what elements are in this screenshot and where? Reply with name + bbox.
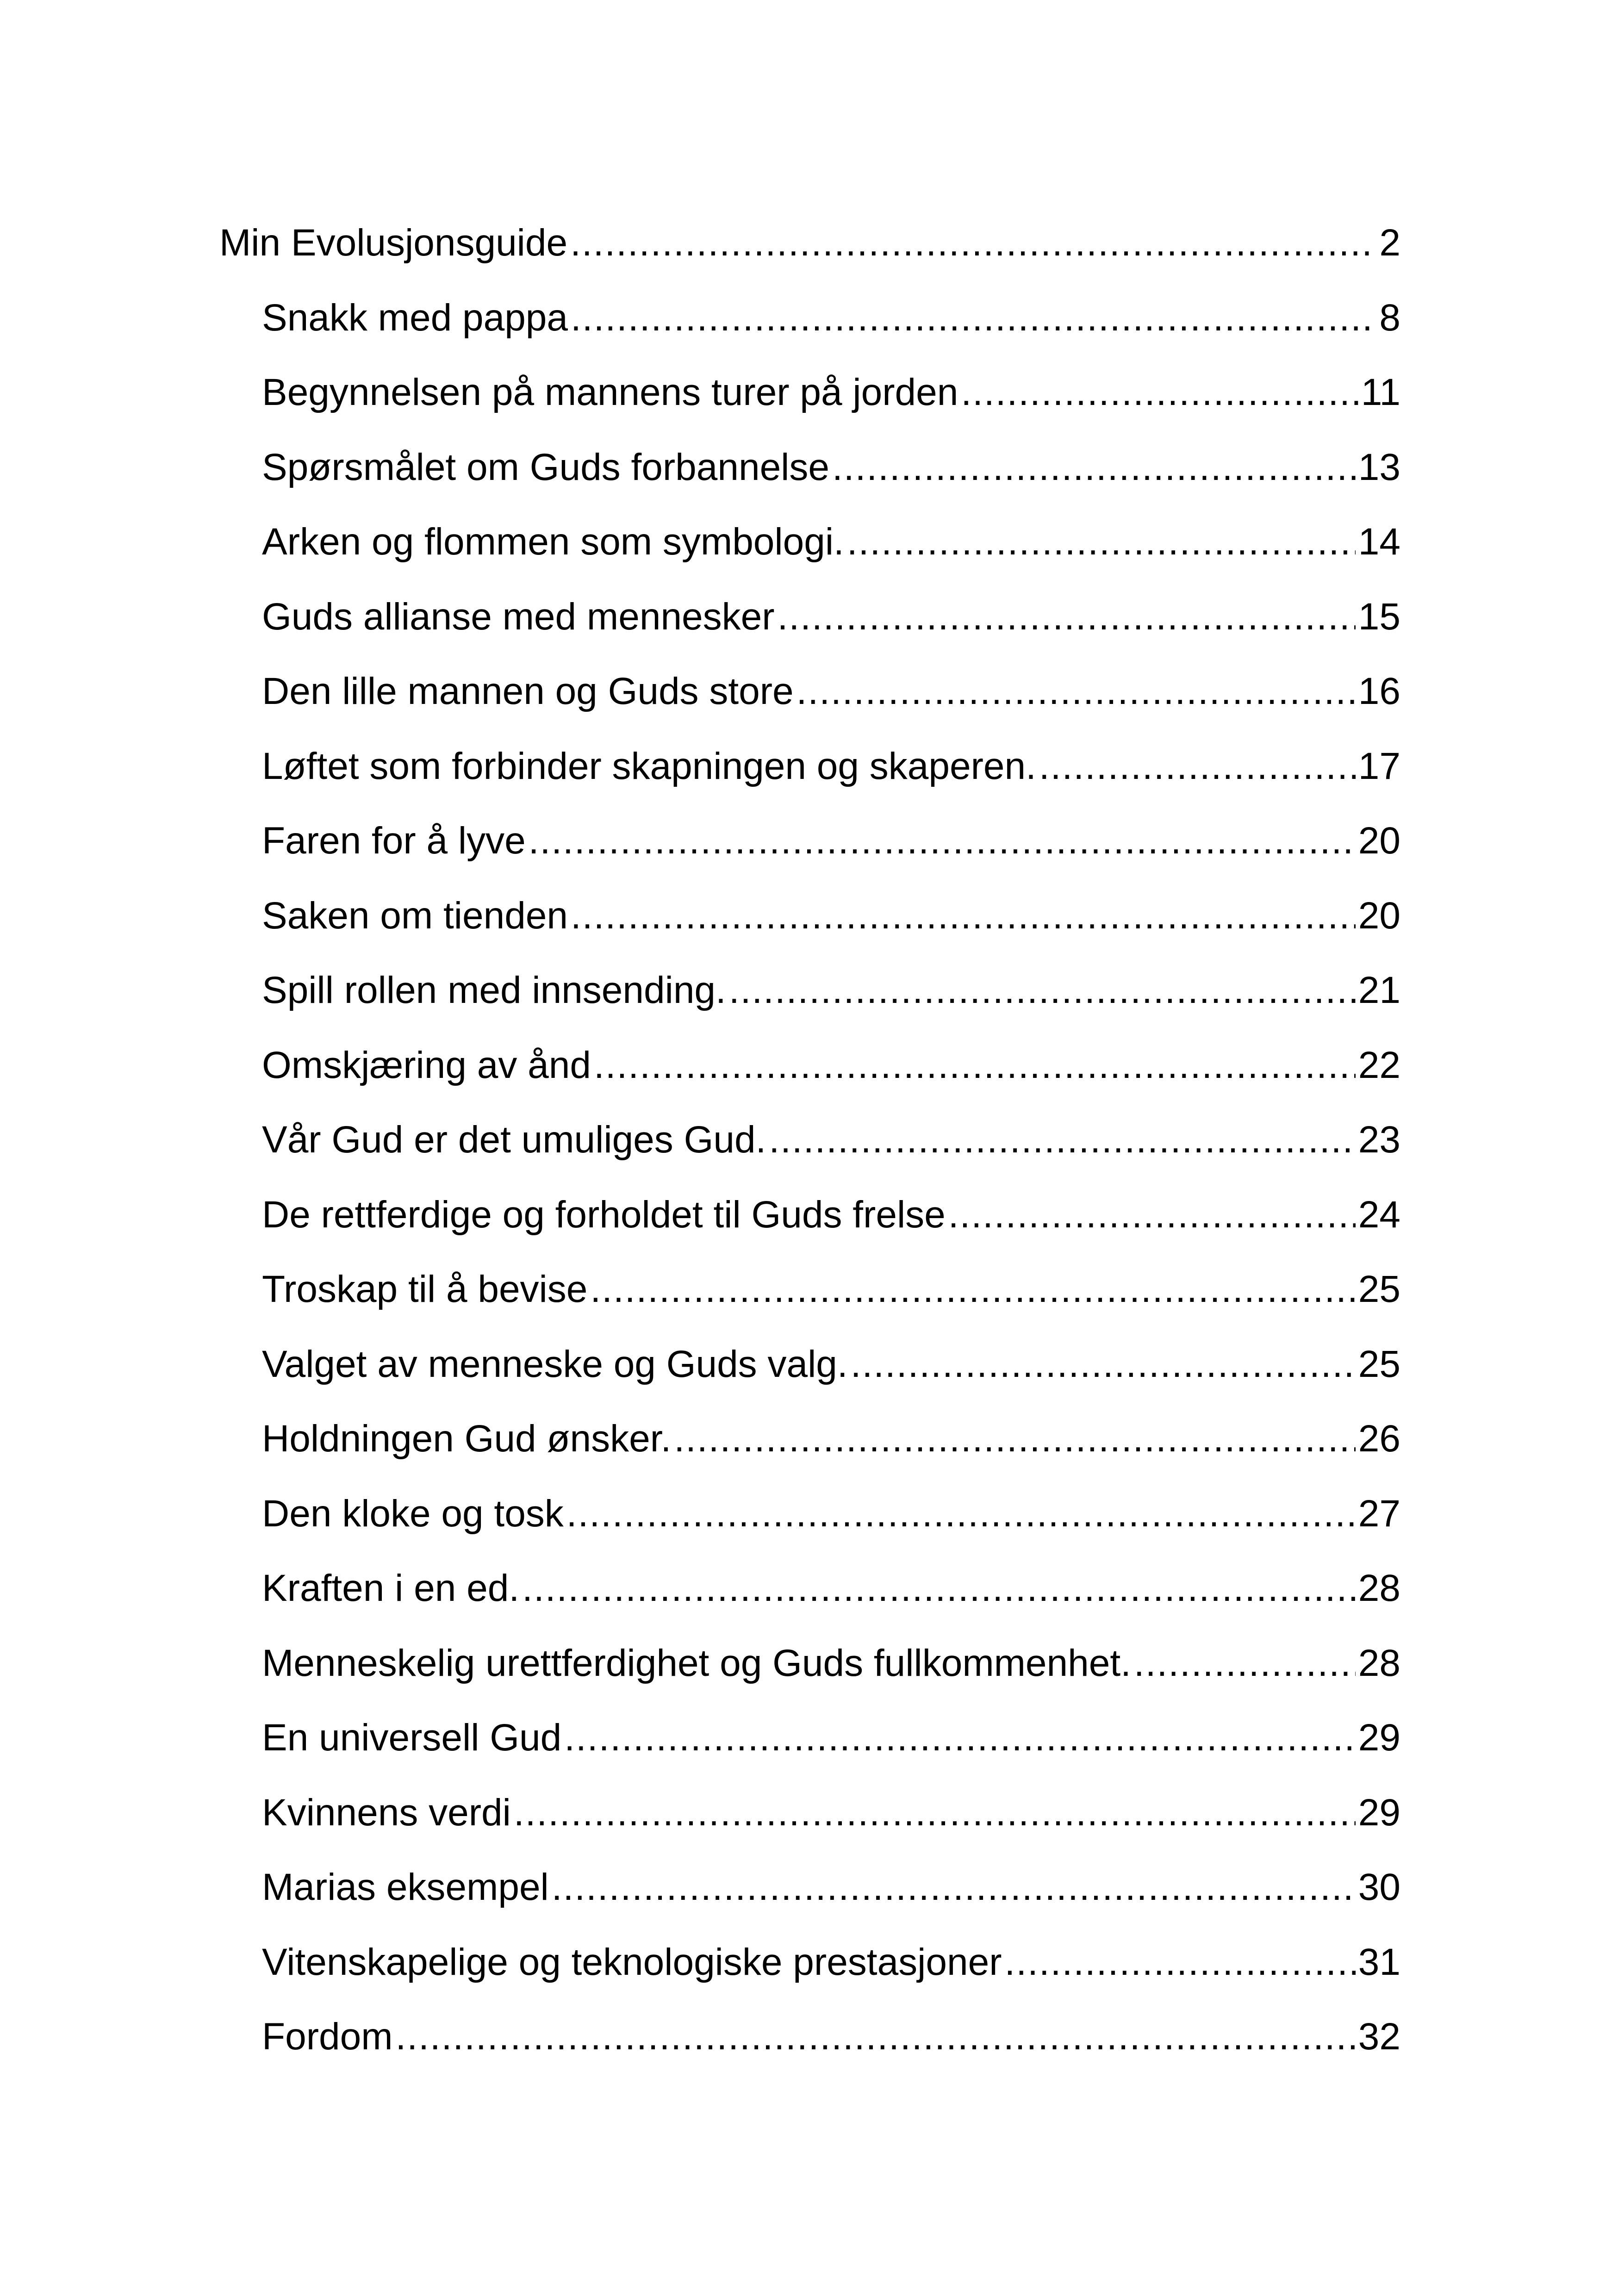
toc-entry[interactable]: [262, 666, 1400, 717]
toc-entry-page-number: 32: [1358, 2016, 1400, 2058]
toc-dot-leader: [594, 1040, 1356, 1091]
toc-entry-title: Troskap til å bevise: [262, 1268, 588, 1310]
toc-dot-leader: [514, 1787, 1356, 1838]
toc-dot-leader: [571, 890, 1356, 941]
toc-dot-leader: [797, 666, 1356, 717]
toc-entry[interactable]: [262, 516, 1400, 567]
toc-entry-title: Vår Gud er det umuliges Gud.: [262, 1119, 766, 1161]
toc-entry-title: Spørsmålet om Guds forbannelse: [262, 446, 829, 488]
toc-entry[interactable]: [262, 2011, 1400, 2062]
toc-entry-title: Snakk med pappa: [262, 297, 568, 339]
toc-entry[interactable]: [262, 965, 1400, 1016]
toc-dot-leader: [552, 1862, 1356, 1913]
toc-dot-leader: [566, 1488, 1356, 1539]
toc-entry[interactable]: [262, 1712, 1400, 1763]
toc-entry-page-number: 28: [1358, 1567, 1400, 1609]
toc-entry-title: Valget av menneske og Guds valg.: [262, 1343, 848, 1385]
toc-dot-leader: [522, 1563, 1356, 1614]
toc-entry-page-number: 29: [1358, 1792, 1400, 1834]
toc-entry-title: Arken og flommen som symbologi.: [262, 521, 844, 563]
toc-entry-title: Omskjæring av ånd: [262, 1044, 591, 1086]
toc-entry-page-number: 26: [1358, 1418, 1400, 1460]
toc-entry[interactable]: [262, 292, 1400, 343]
toc-entry-title: Faren for å lyve: [262, 820, 526, 862]
toc-entry[interactable]: [262, 1787, 1400, 1838]
toc-entry-title: Holdningen Gud ønsker.: [262, 1418, 672, 1460]
toc-entry-page-number: 20: [1358, 895, 1400, 937]
toc-entry-page-number: 30: [1358, 1866, 1400, 1908]
toc-dot-leader: [674, 1413, 1355, 1464]
toc-entry[interactable]: [262, 1638, 1400, 1689]
toc-entry[interactable]: [262, 1040, 1400, 1091]
toc-entry-title: Kraften i en ed.: [262, 1567, 520, 1609]
toc-entry-title: De rettferdige og forholdet til Guds frelse: [262, 1194, 946, 1236]
toc-entry-page-number: 22: [1358, 1044, 1400, 1086]
toc-entry-page-number: 27: [1358, 1493, 1400, 1535]
toc-entry-page-number: 28: [1358, 1642, 1400, 1684]
toc-entry[interactable]: [262, 1189, 1400, 1240]
toc-dot-leader: [564, 1712, 1356, 1763]
toc-entry-title: Løftet som forbinder skapningen og skaperen.: [262, 745, 1036, 787]
toc-entry-title: En universell Gud: [262, 1717, 562, 1759]
toc-entry-page-number: 31: [1358, 1941, 1400, 1983]
toc-entry[interactable]: [262, 1488, 1400, 1539]
toc-entry-title: Marias eksempel: [262, 1866, 549, 1908]
toc-entry[interactable]: [262, 1563, 1400, 1614]
toc-entry-page-number: 25: [1358, 1343, 1400, 1385]
toc-dot-leader: [1005, 1937, 1356, 1988]
toc-entry-page-number: 21: [1358, 969, 1400, 1011]
toc-dot-leader: [570, 218, 1376, 268]
toc-entry-page-number: 15: [1358, 596, 1400, 638]
toc-entry-page-number: 2: [1379, 222, 1400, 264]
toc-entry-page-number: 8: [1379, 297, 1400, 339]
toc-entry-page-number: 23: [1358, 1119, 1400, 1161]
toc-entry[interactable]: [262, 442, 1400, 493]
toc-dot-leader: [851, 1339, 1356, 1390]
toc-entry-title: Kvinnens verdi: [262, 1792, 511, 1834]
toc-dot-leader: [1134, 1638, 1356, 1689]
toc-dot-leader: [1039, 741, 1356, 792]
toc-entry-title: Den lille mannen og Guds store: [262, 670, 794, 712]
toc-entry[interactable]: [262, 591, 1400, 642]
toc-dot-leader: [847, 516, 1356, 567]
toc-dot-leader: [948, 1189, 1356, 1240]
toc-entry[interactable]: [262, 1114, 1400, 1165]
toc-entry[interactable]: [262, 1413, 1400, 1464]
toc-dot-leader: [590, 1264, 1355, 1315]
toc-entry-title: Menneskelig urettferdighet og Guds fullkommenhet.: [262, 1642, 1131, 1684]
toc-entry-page-number: 11: [1361, 371, 1400, 413]
toc-entry[interactable]: [262, 367, 1400, 418]
toc-dot-leader: [529, 815, 1356, 866]
toc-entry[interactable]: [262, 1264, 1400, 1315]
toc-dot-leader: [778, 591, 1356, 642]
toc-entry[interactable]: [262, 1862, 1400, 1913]
toc-entry-page-number: 17: [1358, 745, 1400, 787]
toc-entry-title: Saken om tienden: [262, 895, 568, 937]
toc-entry-title: Spill rollen med innsending.: [262, 969, 726, 1011]
toc-dot-leader: [832, 442, 1356, 493]
toc-dot-leader: [571, 292, 1376, 343]
toc-entry[interactable]: [262, 890, 1400, 941]
toc-entry-page-number: 25: [1358, 1268, 1400, 1310]
toc-entry[interactable]: [262, 815, 1400, 866]
toc-entry-title: Den kloke og tosk: [262, 1493, 564, 1535]
toc-dot-leader: [396, 2011, 1356, 2062]
toc-entry-title: Guds allianse med mennesker: [262, 596, 775, 638]
toc-entry[interactable]: [262, 1937, 1400, 1988]
toc-entry-page-number: 16: [1358, 670, 1400, 712]
toc-entry-page-number: 29: [1358, 1717, 1400, 1759]
toc-dot-leader: [729, 965, 1356, 1016]
toc-entry-title: Fordom: [262, 2016, 393, 2058]
toc-entry[interactable]: [262, 741, 1400, 792]
toc-entry-title: Min Evolusjonsguide: [219, 222, 568, 264]
toc-entry-page-number: 14: [1358, 521, 1400, 563]
toc-entry-page-number: 20: [1358, 820, 1400, 862]
toc-entry-title: Vitenskapelige og teknologiske prestasjoner: [262, 1941, 1002, 1983]
toc-entry-title: Begynnelsen på mannens turer på jorden: [262, 371, 958, 413]
toc-entry[interactable]: [262, 1339, 1400, 1390]
toc-entry[interactable]: [219, 218, 1400, 268]
toc-entry-page-number: 13: [1358, 446, 1400, 488]
toc-dot-leader: [769, 1114, 1355, 1165]
toc-entry-page-number: 24: [1358, 1194, 1400, 1236]
toc-dot-leader: [961, 367, 1358, 418]
